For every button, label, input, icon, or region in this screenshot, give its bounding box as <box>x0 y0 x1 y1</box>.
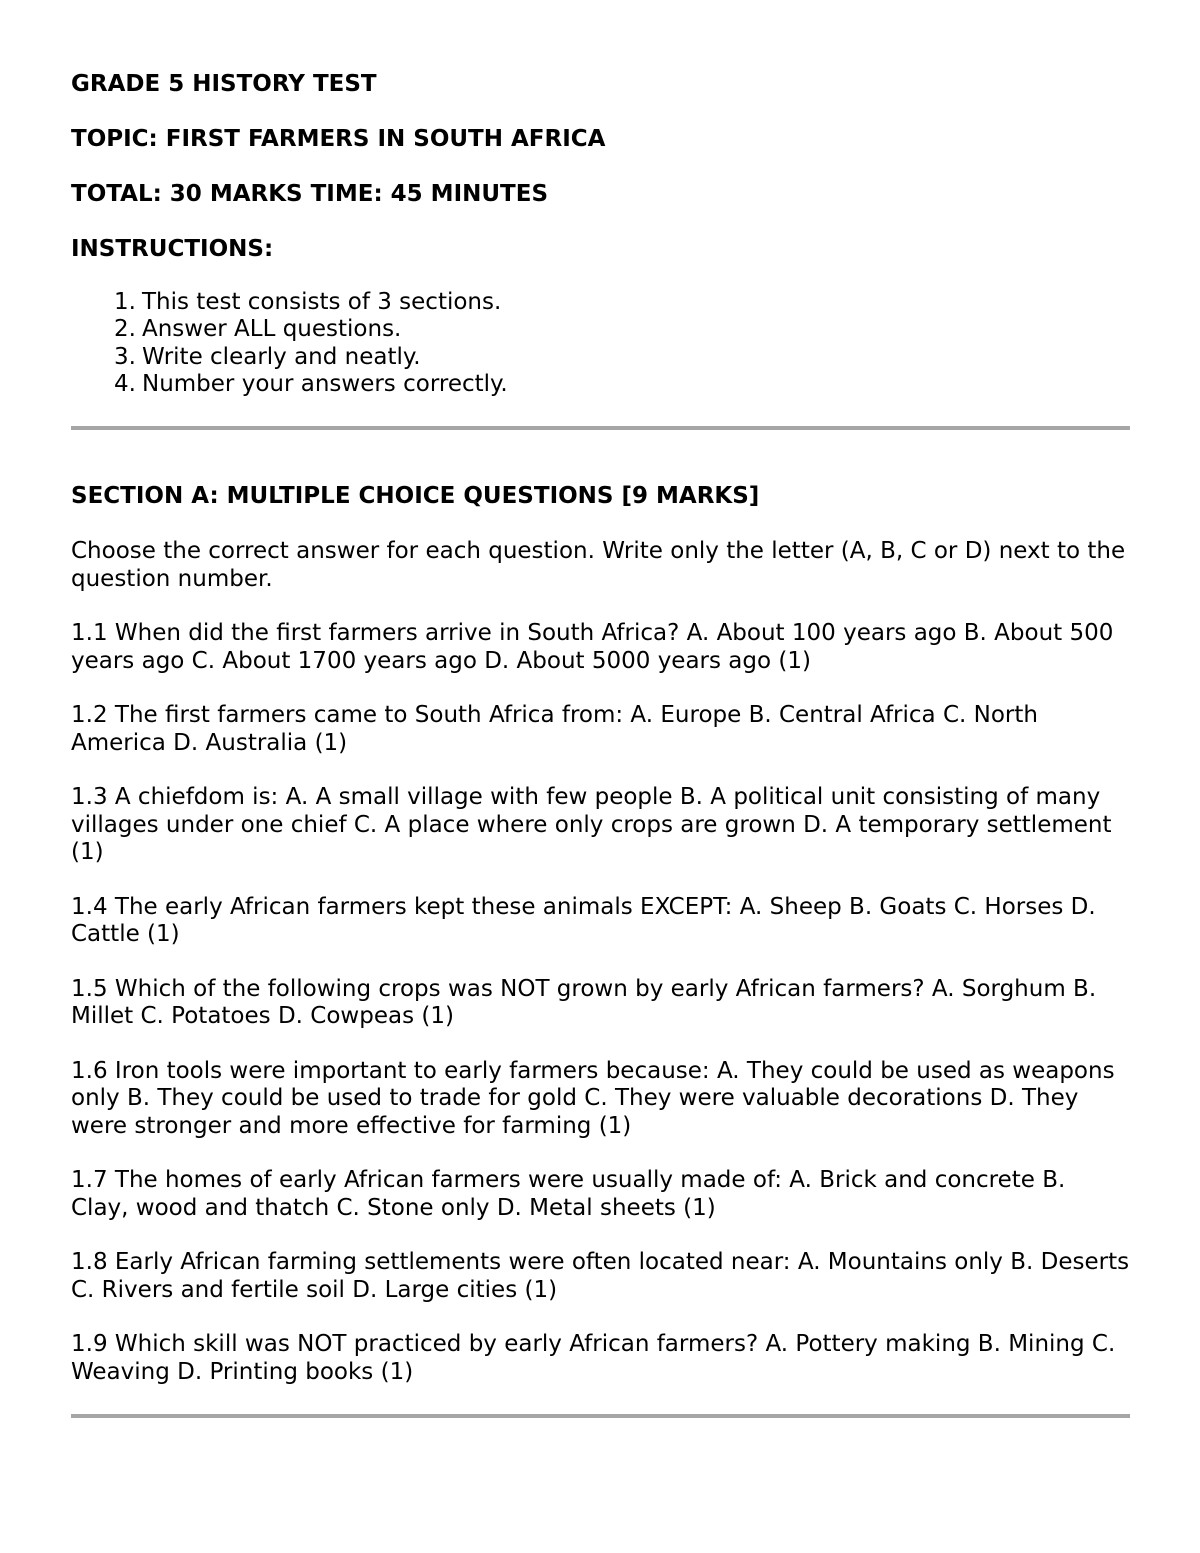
instructions-list <box>71 289 1130 398</box>
document-total-and-time: TOTAL: 30 MARKS TIME: 45 MINUTES <box>71 181 549 207</box>
question-1-9: 1.9 Which skill was NOT practiced by early African farmers? A. Pottery making B. Mining C. Weaving D. Printing books (1) <box>71 1331 1116 1385</box>
question-1-8: 1.8 Early African farming settlements were often located near: A. Mountains only B. Deserts C. Rivers and fertile soil D. Large cities (1) <box>71 1249 1130 1303</box>
instruction-number: 2. <box>114 316 136 343</box>
instruction-text: This test consists of 3 sections. <box>142 289 502 315</box>
instruction-text: Write clearly and neatly. <box>142 343 421 370</box>
question-1-6: 1.6 Iron tools were important to early farmers because: A. They could be used as weapons only B. They could be used to trade for gold C. They were valuable decorations D. They were stronger and more effective for farming (1) <box>71 1057 1115 1139</box>
question-1-2: 1.2 The first farmers came to South Africa from: A. Europe B. Central Africa C. North America D. Australia (1) <box>71 702 1038 756</box>
document-title: GRADE 5 HISTORY TEST <box>71 71 377 97</box>
section-a-intro: Choose the correct answer for each question. Write only the letter (A, B, C or D) next to the question number. <box>71 538 1126 592</box>
section-a-heading: SECTION A: MULTIPLE CHOICE QUESTIONS [9 MARKS] <box>71 483 760 510</box>
horizontal-divider <box>71 1414 1130 1418</box>
instruction-item <box>114 289 1130 316</box>
question-1-3: 1.3 A chiefdom is: A. A small village with few people B. A political unit consisting of many villages under one chief C. A place where only crops are grown D. A temporary settlement (1) <box>71 784 1112 866</box>
document-topic: TOPIC: FIRST FARMERS IN SOUTH AFRICA <box>71 126 606 152</box>
question-1-4: 1.4 The early African farmers kept these animals EXCEPT: A. Sheep B. Goats C. Horses D. Cattle (1) <box>71 893 1096 948</box>
instruction-number: 1. <box>114 289 136 315</box>
question-1-1: 1.1 When did the first farmers arrive in South Africa? A. About 100 years ago B. About 500 years ago C. About 1700 years ago D. About 5000 years ago (1) <box>71 620 1114 674</box>
instruction-number: 4. <box>114 370 136 397</box>
instruction-item <box>114 343 1130 371</box>
horizontal-divider <box>71 426 1130 430</box>
instructions-heading: INSTRUCTIONS: <box>71 236 274 262</box>
question-1-7: 1.7 The homes of early African farmers were usually made of: A. Brick and concrete B. Clay, wood and thatch C. Stone only D. Metal sheets (1) <box>71 1167 1066 1221</box>
instruction-number: 3. <box>114 343 136 370</box>
instruction-item <box>114 316 1130 343</box>
instruction-text: Answer ALL questions. <box>142 316 402 343</box>
instruction-item <box>114 370 1130 398</box>
question-1-5: 1.5 Which of the following crops was NOT grown by early African farmers? A. Sorghum B. Millet C. Potatoes D. Cowpeas (1) <box>71 975 1097 1030</box>
instruction-text: Number your answers correctly. <box>142 370 508 397</box>
